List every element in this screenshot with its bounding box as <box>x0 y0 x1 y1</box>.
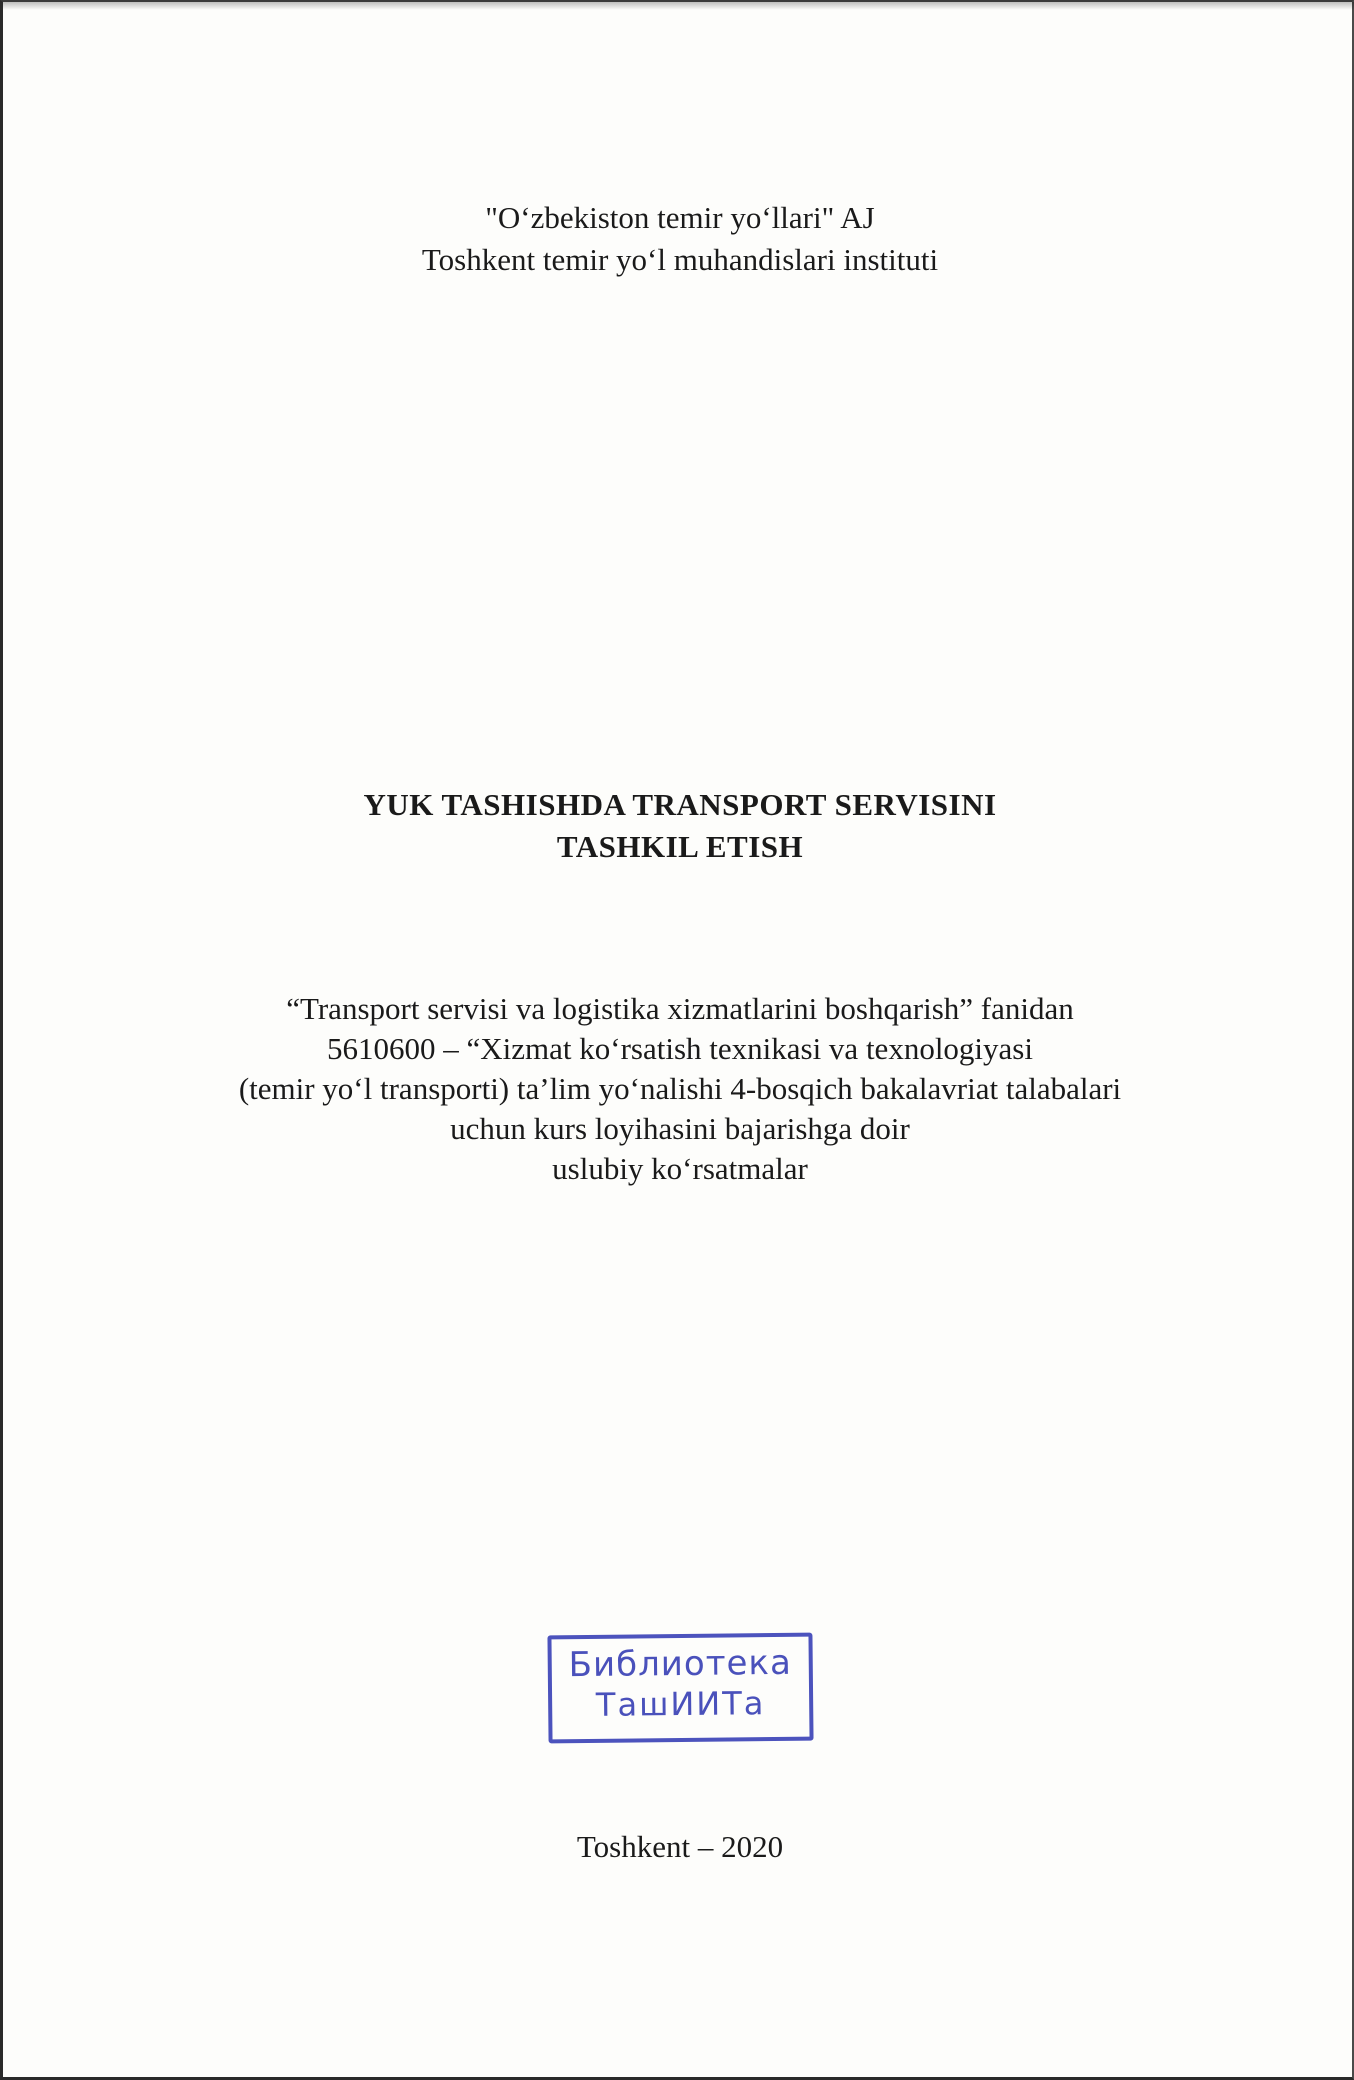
title-line-1: YUK TASHISHDA TRANSPORT SERVISINI <box>363 787 997 822</box>
scan-shadow <box>3 2 1354 10</box>
place-year: Toshkent – 2020 <box>576 1829 784 1864</box>
description-line-1: “Transport servisi va logistika xizmatlarini boshqarish” fanidan <box>286 991 1074 1026</box>
institution-header <box>3 197 1354 281</box>
library-stamp <box>547 1633 813 1744</box>
stamp-line-1: Библиотека <box>568 1642 793 1686</box>
title-line-2: TASHKIL ETISH <box>556 829 804 864</box>
stamp-line-2: ТашИИТа <box>595 1684 766 1724</box>
document-description <box>3 989 1354 1189</box>
description-line-4: uchun kurs loyihasini bajarishga doir <box>450 1111 910 1146</box>
organization-name: "O‘zbekiston temir yo‘llari" AJ <box>485 200 875 235</box>
description-line-5: uslubiy ko‘rsatmalar <box>552 1151 808 1186</box>
publication-footer <box>3 1826 1354 1868</box>
description-line-3: (temir yo‘l transporti) ta’lim yo‘nalishi 4-bosqich bakalavriat talabalari <box>238 1071 1122 1106</box>
document-title <box>3 784 1354 868</box>
institute-name: Toshkent temir yo‘l muhandislari instituti <box>421 242 939 277</box>
description-line-2: 5610600 – “Xizmat ko‘rsatish texnikasi va texnologiyasi <box>327 1031 1033 1066</box>
